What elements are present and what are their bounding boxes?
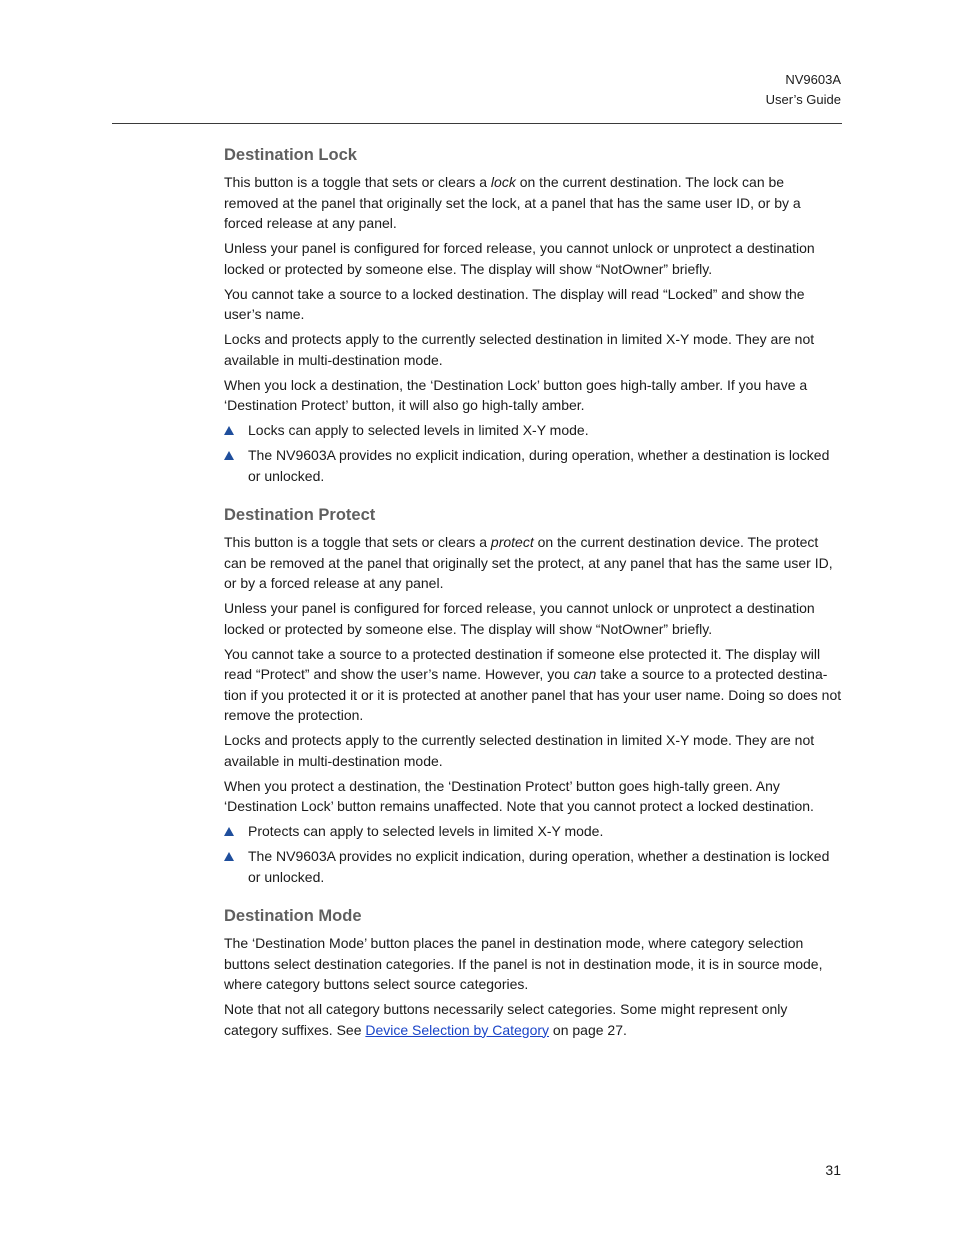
- paragraph: You cannot take a source to a protected destination if someone else protected it. The display will read “Protect” and show the user’s name. However, you can take a source to a protected destina-tion if you protected it or it is protected at another panel that has your user name. Doing so does not remove the protection.: [224, 645, 842, 723]
- paragraph: You cannot take a source to a locked destination. The display will read “Locked” and show the user’s name.: [224, 285, 805, 322]
- device-selection-link[interactable]: Device Selection by Category: [365, 1021, 550, 1038]
- paragraph: Unless your panel is configured for forced release, you cannot unlock or unprotect a destination locked or protected by someone else. The display will show “NotOwner” briefly.: [224, 600, 815, 637]
- bullet-item: The NV9603A provides no explicit indication, during operation, whether a destination is locked or unlocked.: [224, 846, 842, 887]
- header-guide-title: User’s Guide: [765, 92, 841, 107]
- triangle-bullet-icon: [224, 451, 234, 460]
- section-destination-lock: [224, 143, 842, 486]
- paragraph: This button is a toggle that sets or clears a lock on the current destination. The lock can be removed at the panel that originally set the lock, at a panel that has the same user ID, or by a forced release at any panel.: [224, 174, 801, 231]
- paragraph: Note that not all category buttons necessarily select categories. Some might represent only category suffixes. See Device Selection by Category on page 27.: [224, 1001, 788, 1038]
- header-product-name: NV9603A: [785, 72, 841, 87]
- paragraph: When you protect a destination, the ‘Destination Protect’ button goes high-tally green. Any ‘Destination Lock’ button remains unaffected. Note that you cannot protect a locked destination.: [224, 777, 814, 814]
- page-number: 31: [825, 1162, 841, 1178]
- bullet-item: Protects can apply to selected levels in limited X-Y mode.: [224, 821, 842, 842]
- bullet-item: Locks can apply to selected levels in limited X-Y mode.: [224, 420, 842, 441]
- bullet-list: [224, 420, 842, 486]
- header-divider: [112, 123, 842, 124]
- paragraph: The ‘Destination Mode’ button places the panel in destination mode, where category selection buttons select destination categories. If the panel is not in destination mode, it is in source mode, where category buttons select source categories.: [224, 935, 823, 992]
- paragraph: Locks and protects apply to the currently selected destination in limited X-Y mode. They are not available in multi-destination mode.: [224, 732, 815, 769]
- section-destination-mode: [224, 904, 842, 1040]
- paragraph: This button is a toggle that sets or clears a protect on the current destination device. The protect can be removed at the panel that originally set the protect, at any panel that has the same user ID, or by a forced release at any panel.: [224, 534, 833, 591]
- paragraph: When you lock a destination, the ‘Destination Lock’ button goes high-tally amber. If you have a ‘Destination Protect’ button, it will also go high-tally amber.: [224, 376, 808, 413]
- page-content: [224, 143, 842, 1045]
- triangle-bullet-icon: [224, 827, 234, 836]
- paragraph: Unless your panel is configured for forced release, you cannot unlock or unprotect a destination locked or protected by someone else. The display will show “NotOwner” briefly.: [224, 240, 815, 277]
- bullet-list: [224, 821, 842, 887]
- paragraph: Locks and protects apply to the currently selected destination in limited X-Y mode. They are not available in multi-destination mode.: [224, 331, 815, 368]
- section-destination-protect: [224, 503, 842, 887]
- bullet-item: The NV9603A provides no explicit indication, during operation, whether a destination is locked or unlocked.: [224, 445, 842, 486]
- triangle-bullet-icon: [224, 852, 234, 861]
- section-heading: Destination Mode: [224, 907, 362, 925]
- section-heading: Destination Protect: [224, 506, 376, 524]
- triangle-bullet-icon: [224, 426, 234, 435]
- section-heading: Destination Lock: [224, 146, 357, 164]
